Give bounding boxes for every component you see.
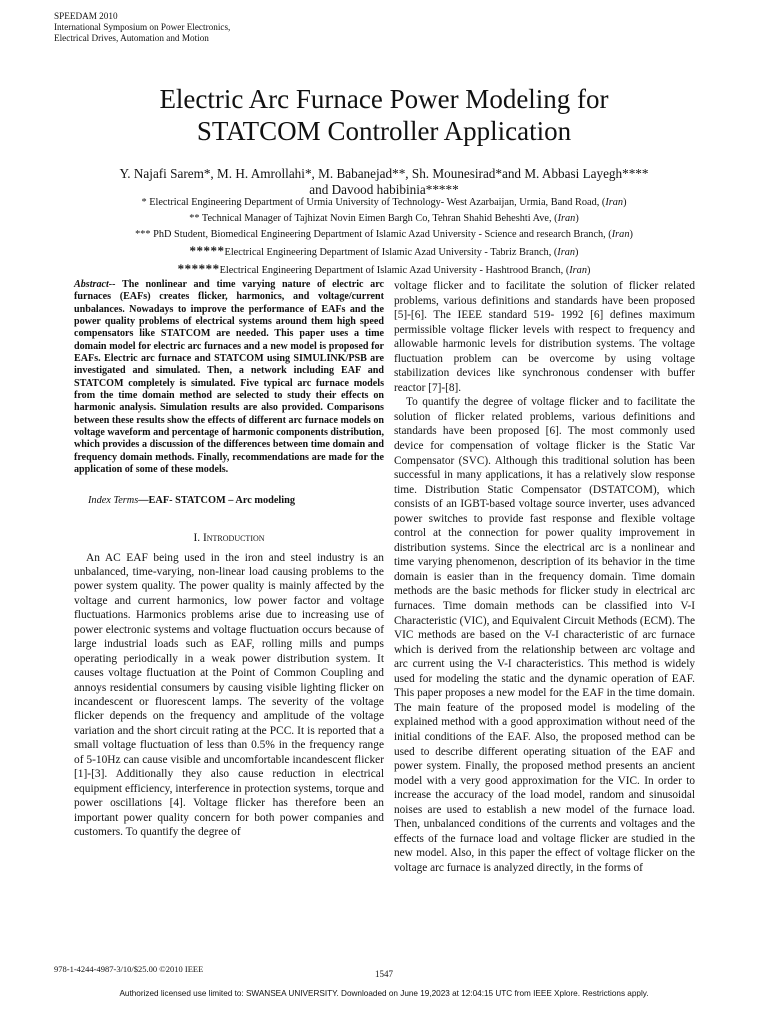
abstract [74,279,384,477]
authors-line-2: and Davood habibinia***** [309,182,459,197]
index-terms-text: —EAF- STATCOM – Arc modeling [138,494,295,506]
conference-name: SPEEDAM 2010 [54,11,118,21]
intro-paragraph-continued: voltage flicker and to facilitate the solution of flicker related problems, various definitions and standards have been proposed [5]-[6]. The IEEE standard 519- 1992 [6] defines maximum permissible voltage flicker levels with respect to frequency and allowable harmonic levels for distribution systems. The voltage fluctuation problem can be overcome by using voltage stabilization devices like synchronous condenser with buffer reactor [7]-[8]. [394,280,695,394]
index-terms-label: Index Terms [88,494,139,506]
paper-title-line-1: Electric Arc Furnace Power Modeling for [159,84,609,114]
page-number: 1547 [375,969,393,979]
affiliation-3: *** PhD Student, Biomedical Engineering Department of Islamic Azad University - Science and research Branch, (Iran) [135,229,633,240]
isbn-copyright: 978-1-4244-4987-3/10/$25.00 ©2010 IEEE [54,964,204,974]
license-notice: Authorized licensed use limited to: SWANSEA UNIVERSITY. Downloaded on June 19,2023 at 12:04:15 UTC from IEEE Xplore. Restrictions apply. [119,989,649,998]
author-list [0,166,768,198]
conference-header [54,11,230,44]
section-title: Introduction [202,531,265,544]
abstract-label: Abstract-- [74,279,116,290]
right-column [394,279,695,875]
conference-subtitle-1: International Symposium on Power Electronics, [54,22,231,32]
intro-paragraph-2: To quantify the degree of voltage flicker and to facilitate the solution of flicker related problems, various definitions and standards have been proposed [6]. The most commonly used device for compensation of voltage flicker is the Static Var Compensator (SVC). Although this traditional solution has been successful in many applications, it has a relatively slow response time. Distribution Static Compensator (DSTATCOM), which consists of an IGBT-based voltage source inverter, uses advanced power switches to provide fast response and flexible voltage control at the connection for power quality improvement in distribution systems. Since the electrical arc is a nonlinear and time varying phenomenon, description of its behavior in the time domain is easier than in the frequency domain. Time domain methods are the basic methods for flicker study in electrical arc furnaces. Time domain methods can be classified into V-I Characteristic (VIC), and Equivalent Circuit Methods (ECM). The VIC methods are based on the V-I characteristic of arc furnace which is derived from the relationship between arc voltage and arc current using the V-I characteristics. This method is widely used for modeling the static and the dynamic operation of EAF. This paper proposes a new model for the EAF in the time domain. The main feature of the proposed model is modeling of the explained method with a good approximation without need of the initial conditions of the EAF. Also, the proposed method can be used to describe different operating situation of the EAF and power system. Finally, the proposed method presents an ancient model with a very good approximation for the VIC. In order to increase the accuracy of the load model, random and sinusoidal noises are used to establish a new model of the furnace load. Then, unbalanced conditions of the currents and voltages and the effects of the furnace load and voltage flicker are studied in the new model. Also, in this paper the effect of voltage flicker on the voltage arc furnace is analyzed directly, in the forms of [394,396,695,874]
paper-title-line-2: STATCOM Controller Application [196,116,572,146]
affiliation-4: *****Electrical Engineering Department of Islamic Azad University - Tabriz Branch, (Iran) [189,243,579,258]
section-heading [74,532,384,544]
affiliation-5: ******Electrical Engineering Department of Islamic Azad University - Hashtrood Branch, (Iran) [177,261,591,276]
left-column [74,279,384,840]
conference-subtitle-2: Electrical Drives, Automation and Motion [54,33,209,43]
abstract-text: The nonlinear and time varying nature of electric arc furnaces (EAFs) creates flicker, harmonics, and voltage/current unbalances. Nowadays to improve the performance of EAFs and the power quality problems of electrical systems around them high speed compensators like STATCOM are needed. This paper uses a time domain model for electric arc furnaces and a new model is proposed for EAFs. Electric arc furnace and STATCOM using SIMULINK/PSB are investigated and simulated. Then, a network including EAF and STATCOM completely is simulated. Five typical arc furnace models from the time domain method are selected to study their effects on harmonic analysis. Simulation results are also provided. Comparisons between these results show the effects of different arc furnace models on voltage waveform and percentage of harmonic components distribution, which provides a discussion of the differences between time domain and frequency domain methods. Finally, recommendations are made for the application of some of these models. [74,279,384,476]
index-terms [74,494,384,507]
section-number: I. [193,531,201,544]
affiliation-2: ** Technical Manager of Tajhizat Novin Eimen Bargh Co, Tehran Shahid Beheshti Ave, (Iran) [189,213,579,224]
affiliations [0,195,768,279]
paper-title [0,83,768,147]
intro-paragraph-1: An AC EAF being used in the iron and steel industry is an unbalanced, time-varying, non-linear load causing problems to the power system quality. The power quality is mainly affected by the voltage and current harmonics, low power factor and voltage fluctuations. Harmonics problems arise due to increasing use of power electronic systems and voltage fluctuation occurs because of large industrial loads such as EAF, rolling mills and pumps operating periodically in a weak power distribution system. It causes voltage fluctuation at the Point of Common Coupling and annoys residential consumers by causing visible lighting flicker on incandescent or fluorescent lamps. The severity of the voltage flicker depends on the frequency and amplitude of the voltage variation and the short circuit rating at the PCC. It is reported that a small voltage fluctuation of less than 0.5% in the frequency range of 5-10Hz can cause visible and uncomfortable incandescent flicker [1]-[3]. Additionally they also cause reduction in electrical equipment efficiency, interference in protection systems, torque and power oscillations [4]. Voltage flicker has therefore been an important power quality concern for both power companies and customers. To quantify the degree of [74,551,384,839]
authors-line-1: Y. Najafi Sarem*, M. H. Amrollahi*, M. Babanejad**, Sh. Mounesirad*and M. Abbasi Layegh**** [119,166,649,181]
affiliation-1: * Electrical Engineering Department of Urmia University of Technology- West Azarbaijan, Urmia, Band Road, (Iran) [141,197,627,208]
